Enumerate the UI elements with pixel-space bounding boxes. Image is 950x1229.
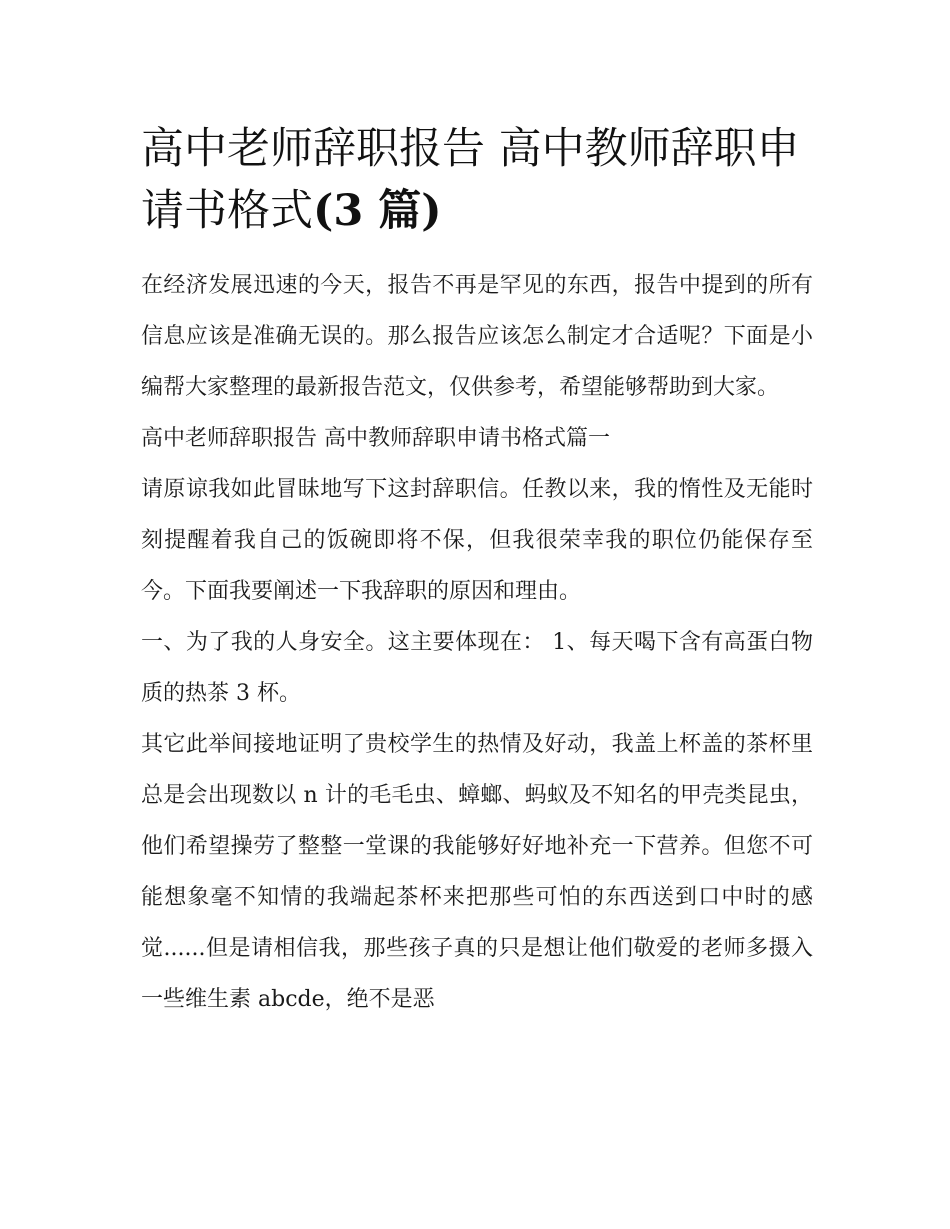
body-paragraph-1: 请原谅我如此冒昧地写下这封辞职信。任教以来，我的惰性及无能时刻提醒着我自己的饭碗即将不保，但我很荣幸我的职位仍能保存至今。下面我要阐述一下我辞职的原因和理由。 (141, 477, 813, 604)
intro-paragraph: 在经济发展迅速的今天，报告不再是罕见的东西，报告中提到的所有信息应该是准确无误的。那么报告应该怎么制定才合适呢？下面是小编帮大家整理的最新报告范文，仅供参考，希望能够帮助到大家。 (141, 273, 813, 400)
title-text: 高中老师辞职报告 高中教师辞职申请书格式 (141, 124, 800, 236)
section-heading: 高中老师辞职报告 高中教师辞职申请书格式篇一 (141, 426, 610, 451)
body-paragraph-3: 其它此举间接地证明了贵校学生的热情及好动，我盖上杯盖的茶杯里总是会出现数以 n 计的毛毛虫、蟑螂、蚂蚁及不知名的甲壳类昆虫，他们希望操劳了整整一堂课的我能够好好地补充一下营养。但您不可能想象毫不知情的我端起茶杯来把那些可怕的东西送到口中时的感觉......但是请相信我，那些孩子真的只是想让他们敬爱的老师多摄入一些维生素 abcde，绝不是恶 (141, 732, 813, 1012)
title-count: (3 篇) (313, 186, 442, 236)
document-body (141, 118, 813, 1025)
body-paragraph-2: 一、为了我的人身安全。这主要体现在： 1、每天喝下含有高蛋白物质的热茶 3 杯。 (141, 630, 813, 706)
document-title (141, 118, 813, 242)
